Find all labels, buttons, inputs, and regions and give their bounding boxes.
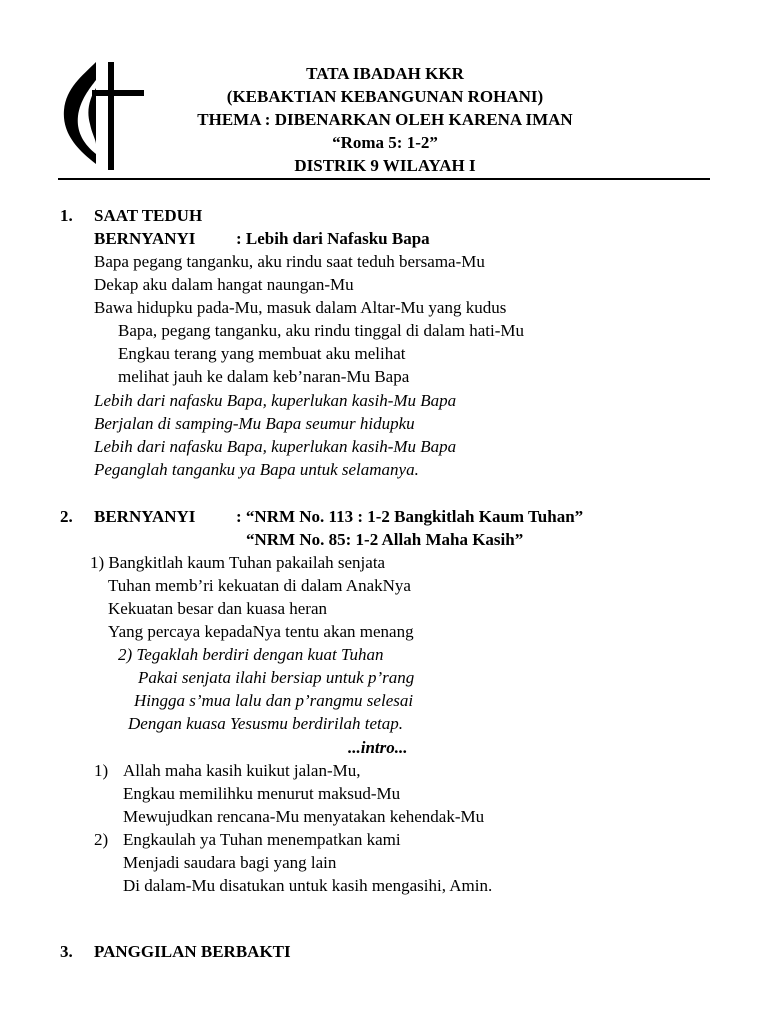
section-number: 2. — [60, 507, 73, 526]
lyric-line: Dekap aku dalam hangat naungan-Mu — [94, 275, 354, 294]
song-label: BERNYANYI — [94, 229, 196, 248]
lyric-line: 2) Tegaklah berdiri dengan kuat Tuhan — [118, 645, 384, 664]
section-title: PANGGILAN BERBAKTI — [94, 942, 291, 961]
header-theme: THEMA : DIBENARKAN OLEH KARENA IMAN — [197, 110, 573, 129]
cross-flame-logo — [56, 58, 148, 172]
chorus-line: Lebih dari nafasku Bapa, kuperlukan kasih-Mu Bapa — [94, 391, 457, 410]
lyric-line: Engkau terang yang membuat aku melihat — [118, 344, 406, 363]
lyric-line: Dengan kuasa Yesusmu berdirilah tetap. — [128, 714, 403, 733]
section-number: 1. — [60, 206, 73, 225]
lyric-line: Di dalam-Mu disatukan untuk kasih mengasihi, Amin. — [123, 876, 493, 895]
lyric-line: Mewujudkan rencana-Mu menyatakan kehendak-Mu — [123, 807, 485, 826]
lyric-line: Bawa hidupku pada-Mu, masuk dalam Altar-Mu yang kudus — [94, 298, 507, 317]
lyric-line: melihat jauh ke dalam keb’naran-Mu Bapa — [118, 367, 410, 386]
song-title: : “NRM No. 113 : 1-2 Bangkitlah Kaum Tuhan” — [236, 507, 584, 526]
lyric-line: Tuhan memb’ri kekuatan di dalam AnakNya — [108, 576, 411, 595]
lyric-line: 1) Bangkitlah kaum Tuhan pakailah senjata — [90, 553, 386, 572]
chorus-line: Lebih dari nafasku Bapa, kuperlukan kasih-Mu Bapa — [94, 437, 457, 456]
intro-marker: ...intro... — [348, 738, 408, 757]
lyric-line: Bapa pegang tanganku, aku rindu saat teduh bersama-Mu — [94, 252, 485, 271]
song-label: BERNYANYI — [94, 507, 196, 526]
verse-number: 2) — [94, 830, 109, 849]
song-title: “NRM No. 85: 1-2 Allah Maha Kasih” — [246, 530, 524, 549]
lyric-line: Allah maha kasih kuikut jalan-Mu, — [123, 761, 361, 780]
lyric-line: Pakai senjata ilahi bersiap untuk p’rang — [138, 668, 415, 687]
section-title: SAAT TEDUH — [94, 206, 203, 225]
header-subtitle: (KEBAKTIAN KEBANGUNAN ROHANI) — [226, 87, 544, 106]
document-header — [150, 62, 620, 177]
header-title: TATA IBADAH KKR — [306, 64, 464, 83]
lyric-line: Menjadi saudara bagi yang lain — [123, 853, 337, 872]
section-number: 3. — [60, 942, 73, 961]
lyric-line: Engkau memilihku menurut maksud-Mu — [123, 784, 401, 803]
lyric-line: Bapa, pegang tanganku, aku rindu tinggal di dalam hati-Mu — [118, 321, 525, 340]
header-scripture: “Roma 5: 1-2” — [332, 133, 438, 152]
chorus-line: Berjalan di samping-Mu Bapa seumur hidupku — [94, 414, 415, 433]
lyric-line: Yang percaya kepadaNya tentu akan menang — [108, 622, 414, 641]
verse-number: 1) — [94, 761, 109, 780]
chorus-line: Peganglah tanganku ya Bapa untuk selamanya. — [94, 460, 419, 479]
header-divider — [58, 178, 710, 180]
lyric-line: Kekuatan besar dan kuasa heran — [108, 599, 328, 618]
header-district: DISTRIK 9 WILAYAH I — [294, 156, 476, 175]
song-title: : Lebih dari Nafasku Bapa — [236, 229, 430, 248]
lyric-line: Engkaulah ya Tuhan menempatkan kami — [123, 830, 401, 849]
lyric-line: Hingga s’mua lalu dan p’rangmu selesai — [134, 691, 414, 710]
